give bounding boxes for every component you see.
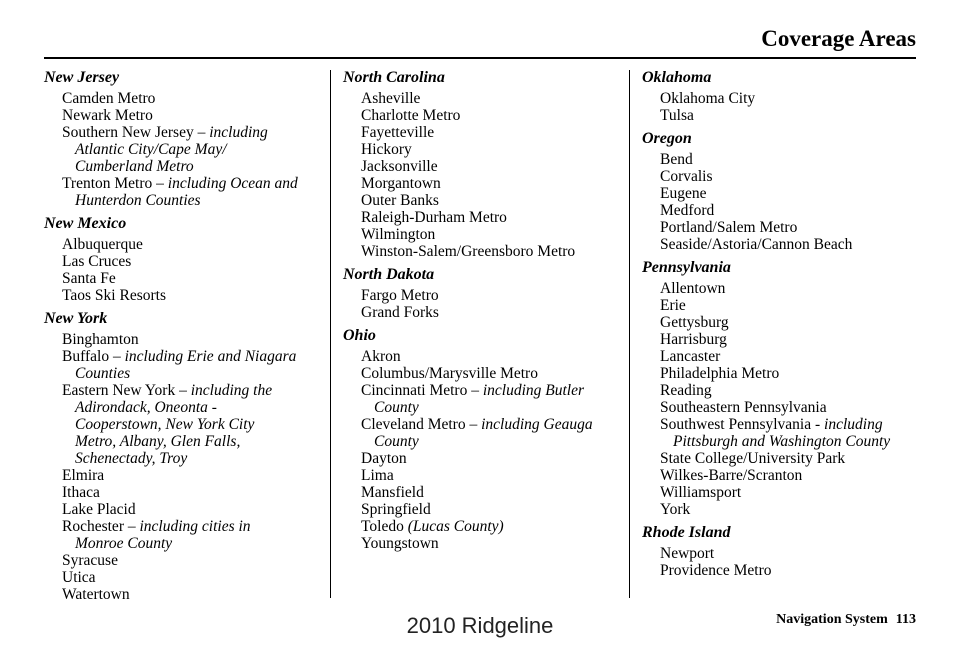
coverage-area	[44, 348, 328, 382]
area-name: Winston-Salem/Greensboro Metro	[361, 243, 576, 260]
area-name: Wilmington	[361, 226, 436, 243]
area-name: Trenton Metro –	[62, 175, 168, 192]
area-name: Lima	[361, 467, 394, 484]
column-3	[642, 69, 926, 579]
coverage-area	[642, 185, 926, 202]
area-name: Providence Metro	[660, 562, 772, 579]
area-name: Medford	[660, 202, 715, 219]
area-name: Eastern New York –	[62, 382, 191, 399]
page-number: 113	[895, 612, 916, 627]
area-note: including Geauga	[481, 416, 593, 433]
coverage-area	[642, 562, 926, 579]
area-name: Raleigh-Durham Metro	[361, 209, 507, 226]
area-note-continued: County	[374, 433, 419, 450]
state-section	[44, 69, 328, 209]
area-name: Youngstown	[361, 535, 439, 552]
area-note-continued: Monroe County	[75, 535, 173, 552]
area-name: Asheville	[361, 90, 421, 107]
coverage-area	[44, 569, 328, 586]
area-name: Watertown	[62, 586, 130, 603]
area-name: Buffalo –	[62, 348, 125, 365]
coverage-area	[343, 304, 627, 321]
coverage-area	[343, 124, 627, 141]
coverage-area	[642, 236, 926, 253]
coverage-area	[44, 331, 328, 348]
coverage-area	[642, 416, 926, 450]
area-name: Toledo	[361, 518, 408, 535]
state-heading: Oklahoma	[642, 69, 712, 86]
area-note: including Butler	[482, 382, 584, 399]
coverage-area	[44, 107, 328, 124]
coverage-area	[44, 586, 328, 603]
coverage-area	[642, 151, 926, 168]
area-note-continued: Atlantic City/Cape May/	[75, 141, 227, 158]
state-section	[642, 259, 926, 518]
area-name: Lake Placid	[62, 501, 136, 518]
coverage-area	[343, 175, 627, 192]
coverage-area	[642, 202, 926, 219]
area-name: Allentown	[660, 280, 726, 297]
coverage-area	[343, 158, 627, 175]
state-heading: Rhode Island	[642, 524, 731, 541]
coverage-area	[343, 467, 627, 484]
coverage-area	[44, 124, 328, 175]
state-heading: New Jersey	[44, 69, 120, 86]
area-note: including	[824, 416, 883, 433]
coverage-area	[44, 175, 328, 209]
state-section	[642, 130, 926, 253]
area-note-continued: Hunterdon Counties	[75, 192, 201, 209]
area-name: Elmira	[62, 467, 105, 484]
area-name: York	[660, 501, 691, 518]
area-name: Bend	[660, 151, 693, 168]
area-name: Springfield	[361, 501, 431, 518]
coverage-area	[642, 545, 926, 562]
area-name: Dayton	[361, 450, 407, 467]
state-section	[642, 524, 926, 579]
state-heading: North Dakota	[343, 266, 435, 283]
area-name: Southwest Pennsylvania -	[660, 416, 825, 433]
coverage-area	[343, 192, 627, 209]
coverage-area	[343, 141, 627, 158]
coverage-area	[44, 552, 328, 569]
area-name: Outer Banks	[361, 192, 439, 209]
area-name: Las Cruces	[62, 253, 132, 270]
coverage-area	[343, 287, 627, 304]
coverage-area	[343, 90, 627, 107]
state-section	[343, 327, 627, 552]
footer-section-label: Navigation System	[776, 612, 888, 627]
page-title: Coverage Areas	[761, 26, 916, 51]
area-note-continued: Cumberland Metro	[75, 158, 194, 175]
area-name: Jacksonville	[361, 158, 438, 175]
area-name: Wilkes-Barre/Scranton	[660, 467, 803, 484]
coverage-area	[343, 484, 627, 501]
area-note-continued: Schenectady, Troy	[75, 450, 188, 467]
coverage-area	[343, 243, 627, 260]
coverage-area	[642, 168, 926, 185]
area-note-continued: Counties	[75, 365, 131, 382]
area-name: Taos Ski Resorts	[62, 287, 166, 304]
area-note: (Lucas County)	[407, 518, 504, 535]
area-name: Portland/Salem Metro	[660, 219, 798, 236]
state-section	[343, 266, 627, 321]
coverage-area	[343, 209, 627, 226]
coverage-area	[44, 253, 328, 270]
state-section	[44, 310, 328, 603]
coverage-area	[642, 219, 926, 236]
coverage-area	[343, 348, 627, 365]
area-note-continued: Metro, Albany, Glen Falls,	[75, 433, 241, 450]
coverage-area	[44, 270, 328, 287]
area-name: Mansfield	[361, 484, 424, 501]
state-heading: Pennsylvania	[642, 259, 731, 276]
area-note: including the	[190, 382, 273, 399]
area-name: Akron	[361, 348, 401, 365]
area-note: including cities in	[139, 518, 251, 535]
state-section	[343, 69, 627, 260]
column-divider	[330, 70, 331, 598]
state-section	[642, 69, 926, 124]
area-note-continued: Pittsburgh and Washington County	[673, 433, 891, 450]
coverage-area	[44, 484, 328, 501]
coverage-area	[642, 450, 926, 467]
column-2	[343, 69, 627, 552]
coverage-area	[343, 382, 627, 416]
area-name: Grand Forks	[361, 304, 439, 321]
area-name: Ithaca	[62, 484, 100, 501]
watermark: 2010 Ridgeline	[406, 613, 554, 638]
state-heading: North Carolina	[343, 69, 445, 86]
area-note-continued: Adirondack, Oneonta -	[75, 399, 217, 416]
area-name: Philadelphia Metro	[660, 365, 780, 382]
area-name: Harrisburg	[660, 331, 727, 348]
state-heading: New Mexico	[44, 215, 127, 232]
area-name: Columbus/Marysville Metro	[361, 365, 538, 382]
area-name: Corvalis	[660, 168, 713, 185]
coverage-area	[642, 297, 926, 314]
coverage-area	[44, 518, 328, 552]
area-name: Southeastern Pennsylvania	[660, 399, 827, 416]
area-name: Lancaster	[660, 348, 721, 365]
area-name: Hickory	[361, 141, 412, 158]
state-section	[44, 215, 328, 304]
coverage-area	[343, 501, 627, 518]
coverage-area	[44, 287, 328, 304]
coverage-area	[642, 501, 926, 518]
area-name: Syracuse	[62, 552, 118, 569]
coverage-area	[642, 107, 926, 124]
area-name: Fargo Metro	[361, 287, 439, 304]
area-name: Williamsport	[660, 484, 742, 501]
area-name: Erie	[660, 297, 686, 314]
area-name: Newport	[660, 545, 715, 562]
state-heading: New York	[44, 310, 108, 327]
state-heading: Ohio	[343, 327, 376, 344]
area-name: Utica	[62, 569, 96, 586]
coverage-area	[642, 331, 926, 348]
area-name: Binghamton	[62, 331, 139, 348]
area-name: Cleveland Metro –	[361, 416, 482, 433]
area-name: Fayetteville	[361, 124, 435, 141]
coverage-area	[642, 90, 926, 107]
area-name: Santa Fe	[62, 270, 116, 287]
coverage-area	[642, 382, 926, 399]
area-name: Tulsa	[660, 107, 694, 124]
area-name: Newark Metro	[62, 107, 153, 124]
area-name: Seaside/Astoria/Cannon Beach	[660, 236, 853, 253]
coverage-area	[343, 518, 627, 535]
column-1	[44, 69, 328, 603]
coverage-area	[642, 280, 926, 297]
area-name: Camden Metro	[62, 90, 156, 107]
coverage-area	[642, 467, 926, 484]
coverage-area	[642, 348, 926, 365]
area-name: Cincinnati Metro –	[361, 382, 483, 399]
coverage-area	[343, 226, 627, 243]
coverage-area	[44, 467, 328, 484]
coverage-area	[642, 314, 926, 331]
area-name: Southern New Jersey –	[62, 124, 210, 141]
area-name: Charlotte Metro	[361, 107, 461, 124]
state-heading: Oregon	[642, 130, 692, 147]
area-note-continued: Cooperstown, New York City	[75, 416, 255, 433]
coverage-area	[343, 107, 627, 124]
coverage-area	[343, 535, 627, 552]
area-note: including Ocean and	[167, 175, 298, 192]
area-name: Gettysburg	[660, 314, 729, 331]
area-name: State College/University Park	[660, 450, 846, 467]
coverage-area	[343, 416, 627, 450]
coverage-area	[44, 501, 328, 518]
area-note-continued: County	[374, 399, 419, 416]
coverage-area	[44, 236, 328, 253]
area-name: Albuquerque	[62, 236, 143, 253]
area-note: including Erie and Niagara	[124, 348, 297, 365]
coverage-area	[642, 484, 926, 501]
coverage-area	[343, 365, 627, 382]
coverage-area	[343, 450, 627, 467]
area-name: Eugene	[660, 185, 707, 202]
column-divider	[629, 70, 630, 598]
coverage-area	[642, 365, 926, 382]
title-rule	[44, 57, 916, 59]
coverage-area	[44, 90, 328, 107]
area-name: Reading	[660, 382, 712, 399]
area-name: Morgantown	[361, 175, 441, 192]
coverage-area	[642, 399, 926, 416]
area-name: Oklahoma City	[660, 90, 756, 107]
area-name: Rochester –	[62, 518, 140, 535]
area-note: including	[209, 124, 268, 141]
coverage-area	[44, 382, 328, 467]
